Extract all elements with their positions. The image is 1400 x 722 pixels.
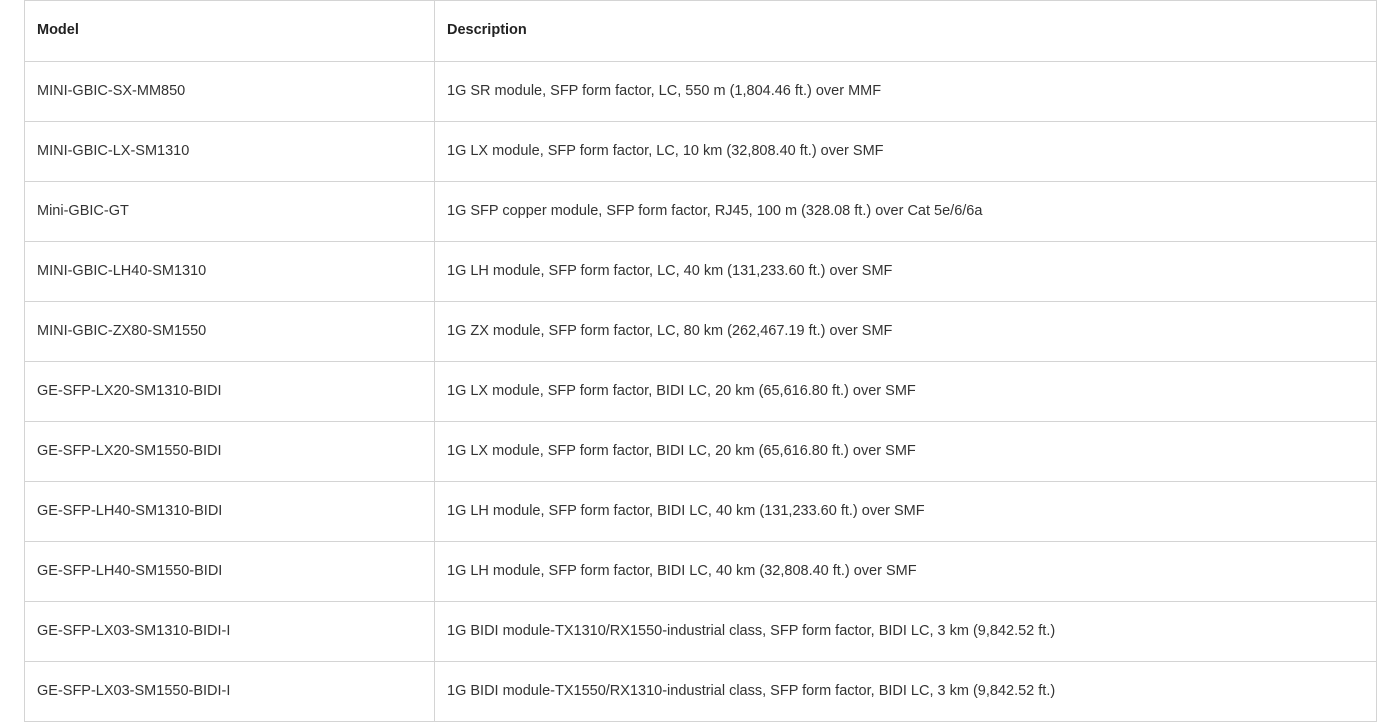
cell-model: GE-SFP-LX03-SM1310-BIDI-I [25, 602, 435, 662]
column-header-description: Description [435, 1, 1377, 62]
cell-model: GE-SFP-LX20-SM1310-BIDI [25, 362, 435, 422]
table-row [25, 482, 1377, 542]
cell-model: MINI-GBIC-SX-MM850 [25, 62, 435, 122]
table-row [25, 302, 1377, 362]
table-body [25, 62, 1377, 722]
sfp-module-table [24, 0, 1377, 722]
cell-model: MINI-GBIC-ZX80-SM1550 [25, 302, 435, 362]
table-row [25, 602, 1377, 662]
table-row [25, 542, 1377, 602]
cell-model: GE-SFP-LH40-SM1550-BIDI [25, 542, 435, 602]
cell-description: 1G LX module, SFP form factor, BIDI LC, 20 km (65,616.80 ft.) over SMF [435, 362, 1377, 422]
cell-description: 1G LX module, SFP form factor, BIDI LC, 20 km (65,616.80 ft.) over SMF [435, 422, 1377, 482]
cell-description: 1G LX module, SFP form factor, LC, 10 km (32,808.40 ft.) over SMF [435, 122, 1377, 182]
cell-model: Mini-GBIC-GT [25, 182, 435, 242]
cell-description: 1G BIDI module-TX1310/RX1550-industrial class, SFP form factor, BIDI LC, 3 km (9,842.52 ft.) [435, 602, 1377, 662]
table-row [25, 62, 1377, 122]
cell-description: 1G LH module, SFP form factor, BIDI LC, 40 km (32,808.40 ft.) over SMF [435, 542, 1377, 602]
table-row [25, 362, 1377, 422]
cell-description: 1G BIDI module-TX1550/RX1310-industrial class, SFP form factor, BIDI LC, 3 km (9,842.52 ft.) [435, 662, 1377, 722]
table-row [25, 122, 1377, 182]
table-row [25, 182, 1377, 242]
table-header [25, 1, 1377, 62]
table-header-row [25, 1, 1377, 62]
cell-model: GE-SFP-LX03-SM1550-BIDI-I [25, 662, 435, 722]
cell-description: 1G ZX module, SFP form factor, LC, 80 km (262,467.19 ft.) over SMF [435, 302, 1377, 362]
cell-description: 1G SFP copper module, SFP form factor, RJ45, 100 m (328.08 ft.) over Cat 5e/6/6a [435, 182, 1377, 242]
cell-model: GE-SFP-LH40-SM1310-BIDI [25, 482, 435, 542]
cell-model: MINI-GBIC-LX-SM1310 [25, 122, 435, 182]
cell-description: 1G LH module, SFP form factor, BIDI LC, 40 km (131,233.60 ft.) over SMF [435, 482, 1377, 542]
cell-model: GE-SFP-LX20-SM1550-BIDI [25, 422, 435, 482]
column-header-model: Model [25, 1, 435, 62]
table-row [25, 662, 1377, 722]
table-row [25, 242, 1377, 302]
cell-description: 1G SR module, SFP form factor, LC, 550 m (1,804.46 ft.) over MMF [435, 62, 1377, 122]
table-row [25, 422, 1377, 482]
cell-description: 1G LH module, SFP form factor, LC, 40 km (131,233.60 ft.) over SMF [435, 242, 1377, 302]
cell-model: MINI-GBIC-LH40-SM1310 [25, 242, 435, 302]
